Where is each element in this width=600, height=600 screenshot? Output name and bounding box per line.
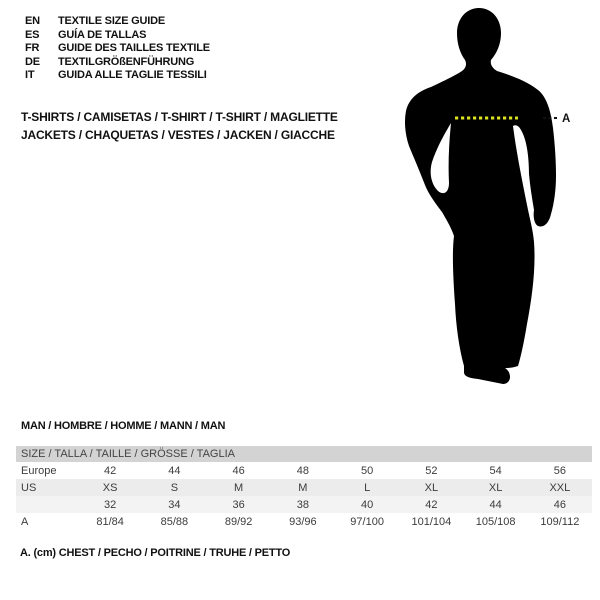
- table-cell: M: [234, 481, 244, 494]
- row-label: [16, 496, 78, 513]
- section-title-man: MAN / HOMBRE / HOMME / MANN / MAN: [21, 420, 226, 432]
- table-cell: 105/108: [475, 515, 516, 528]
- measurement-label-a: A: [562, 113, 571, 125]
- table-cell: XS: [102, 481, 118, 494]
- language-label: TEXTILE SIZE GUIDE: [58, 15, 166, 27]
- table-cell: 54: [489, 464, 502, 477]
- table-cell: XL: [424, 481, 439, 494]
- table-cell: 50: [361, 464, 374, 477]
- table-cell: 40: [361, 498, 374, 511]
- table-cell: 46: [553, 498, 566, 511]
- category-tshirts: T-SHIRTS / CAMISETAS / T-SHIRT / T-SHIRT / MAGLIETTE: [21, 110, 338, 124]
- table-cell: 46: [232, 464, 245, 477]
- table-cell: 52: [425, 464, 438, 477]
- table-row-us: [16, 479, 592, 496]
- size-table: [16, 446, 592, 530]
- table-cell: 36: [232, 498, 245, 511]
- table-cell: 48: [296, 464, 309, 477]
- language-code: EN: [25, 15, 40, 27]
- table-cell: XXL: [549, 481, 571, 494]
- category-jackets: JACKETS / CHAQUETAS / VESTES / JACKEN / GIACCHE: [21, 127, 335, 142]
- row-label: Europe: [21, 464, 57, 477]
- table-cell: 56: [553, 464, 566, 477]
- row-label: A: [21, 515, 29, 528]
- table-row-europe: [16, 462, 592, 479]
- man-silhouette: [405, 8, 556, 384]
- table-cell: 93/96: [289, 515, 317, 528]
- table-cell: 101/104: [411, 515, 452, 528]
- language-label: GUÍA DE TALLAS: [58, 28, 147, 41]
- language-code: DE: [25, 55, 40, 68]
- table-cell: 81/84: [96, 515, 124, 528]
- table-cell: XL: [488, 481, 503, 494]
- table-cell: 89/92: [224, 515, 253, 528]
- language-label: GUIDE DES TAILLES TEXTILE: [58, 42, 210, 54]
- table-cell: 38: [296, 498, 309, 511]
- table-cell: 44: [168, 464, 181, 477]
- table-cell: 32: [104, 498, 117, 511]
- measurement-footnote: A. (cm) CHEST / PECHO / POITRINE / TRUHE / PETTO: [20, 547, 291, 559]
- language-code: ES: [25, 28, 40, 41]
- table-row-numeric: [16, 496, 592, 513]
- table-cell: 42: [425, 498, 438, 511]
- language-code: IT: [25, 69, 35, 81]
- table-cell: 34: [168, 498, 181, 511]
- table-cell: 44: [489, 498, 502, 511]
- language-code: FR: [25, 42, 40, 54]
- size-table-header-row: [16, 446, 592, 462]
- table-cell: 97/100: [350, 515, 384, 528]
- table-row-chest-a: [16, 513, 592, 530]
- size-table-header: SIZE / TALLA / TAILLE / GRÖSSE / TAGLIA: [21, 448, 235, 460]
- table-cell: S: [170, 481, 179, 494]
- language-label: GUIDA ALLE TAGLIE TESSILI: [58, 69, 207, 81]
- table-cell: 42: [104, 464, 117, 477]
- table-cell: M: [298, 481, 308, 494]
- row-label: US: [21, 481, 37, 494]
- table-cell: L: [364, 481, 371, 494]
- language-label: TEXTILGRÖßENFÜHRUNG: [58, 55, 195, 68]
- table-cell: 109/112: [540, 515, 580, 528]
- table-cell: 85/88: [160, 515, 189, 528]
